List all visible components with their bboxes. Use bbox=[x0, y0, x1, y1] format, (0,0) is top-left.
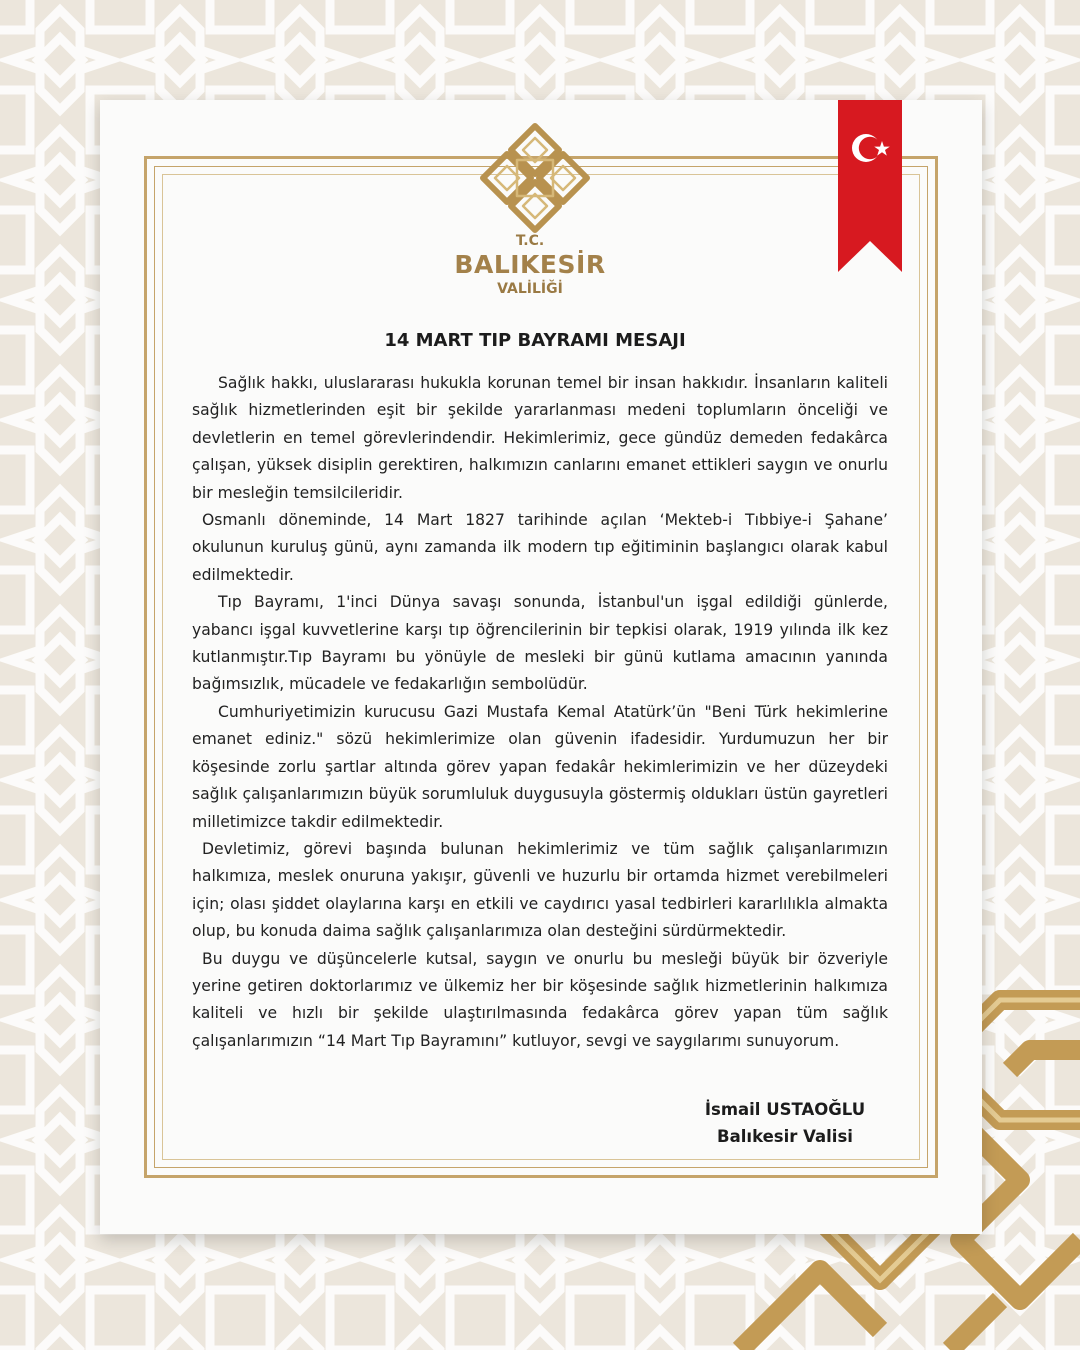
balikesir-logo-icon bbox=[475, 118, 595, 238]
paragraph-2: Osmanlı döneminde, 14 Mart 1827 tarihinde açılan ‘Mekteb-i Tıbbiye-i Şahane’ okulunun kuruluş günü, aynı zamanda ilk modern tıp eğitiminin başlangıcı olarak kabul edilmektedir. bbox=[192, 511, 888, 584]
paragraph-4: Cumhuriyetimizin kurucusu Gazi Mustafa Kemal Atatürk’ün "Beni Türk hekimlerine emanet ediniz." sözü hekimlerimize olan güvenin ifadesidir. Yurdumuzun her bir köşesinde zorlu şartlar altında görev yapan fedakâr hekimlerimizin ve her düzeydeki sağlık çalışanlarımızın büyük sorumluluk duygusuyla göstermiş oldukları üstün gayretleri milletimizce takdir edilmektedir. bbox=[192, 702, 888, 831]
paragraph-3: Tıp Bayramı, 1'inci Dünya savaşı sonunda, İstanbul'un işgal edildiği günlerde, yabancı işgal kuvvetlerine karşı tıp öğrencilerinin bir tepkisi olarak, 1919 yılında ilk kez kutlanmıştır.Tıp Bayramı bu yönüyle de mesleki bir günü kutlama amacının yanında bağımsızlık, mücadele ve fedakarlığın sembolüdür. bbox=[192, 593, 888, 694]
logo-name-text: BALIKESİR bbox=[454, 250, 606, 279]
paragraph-6: Bu duygu ve düşüncelerle kutsal, saygın ve onurlu bu mesleği büyük bir özveriyle yerine getiren doktorlarımız ve ülkemiz her bir köşesinde sağlık hizmetlerinin halkımıza kaliteli ve hızlı bir şekilde ulaştırılmasında fedakârca görev yapan tüm sağlık çalışanlarımızın “14 Mart Tıp Bayramını” kutluyor, sevgi ve saygılarımı sunuyorum. bbox=[192, 949, 888, 1050]
signature-name: İsmail USTAOĞLU bbox=[704, 1100, 866, 1119]
logo-sub-text: VALİLİĞİ bbox=[497, 281, 563, 297]
letter-paper bbox=[100, 100, 982, 1234]
paragraph-5: Devletimiz, görevi başında bulunan hekimlerimiz ve tüm sağlık çalışanlarımızın halkımıza, meslek onuruna yakışır, güvenli ve huzurlu bir ortamda hizmet verebilmeleri için; olası şiddet olaylarına karşı en etkili ve caydırıcı yasal tedbirleri kararlılıkla almakta olup, bu konuda daima sağlık çalışanlarımıza olan desteğini sürdürmektedir. bbox=[192, 839, 888, 941]
crescent-star-icon bbox=[844, 124, 896, 176]
signature-role: Balıkesir Valisi bbox=[717, 1127, 853, 1146]
paragraph-1: Sağlık hakkı, uluslararası hukukla korunan temel bir insan hakkıdır. İnsanların kaliteli sağlık hizmetlerinden eşit bir şekilde yararlanması medeni toplumların önceliği ve devletlerin en temel görevlerindendir. Hekimlerimiz, gece gündüz demeden fedakârca çalışan, yüksek disiplin gerektiren, halkımızın canlarını emanet ettikleri saygın ve onurlu bir mesleğin temsilcileridir. bbox=[192, 374, 888, 502]
signature-block bbox=[660, 1096, 910, 1150]
letter-body bbox=[192, 370, 888, 1055]
logo-tc-text: T.C. bbox=[515, 233, 545, 249]
page-title: 14 MART TIP BAYRAMI MESAJI bbox=[384, 330, 686, 351]
